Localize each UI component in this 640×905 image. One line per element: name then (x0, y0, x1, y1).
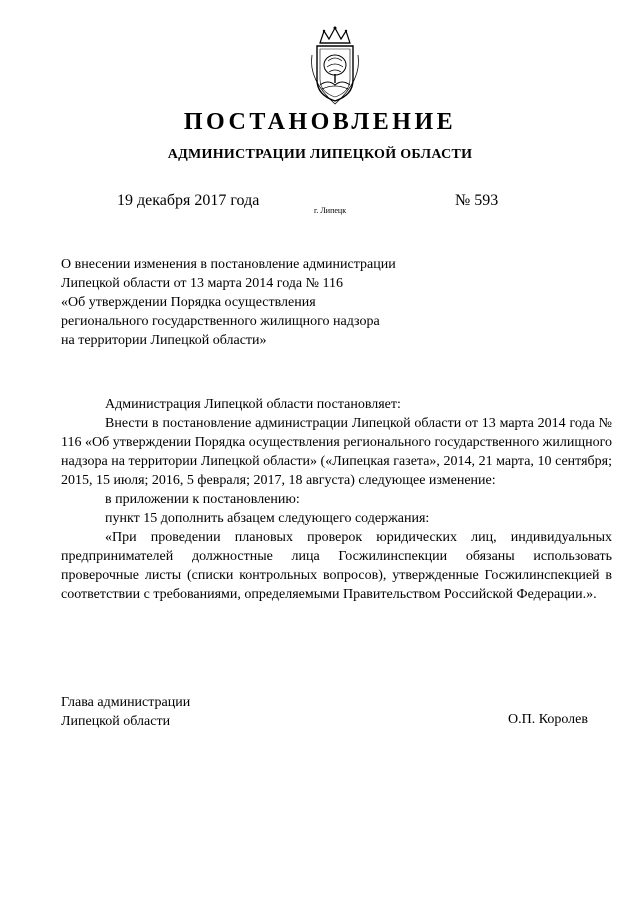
signatory-name: О.П. Королев (508, 712, 588, 727)
subject-line: «Об утверждении Порядка осуществления (61, 295, 316, 310)
body-paragraph: «При проведении плановых проверок юридических лиц, индивидуальных предпринимателей должностные лица Госжилинспекции обязаны использовать проверочные листы (списки контрольных вопросов), утвержденные Госжилинспекцией в соответствии с требованиями, определяемыми Правительством Российской Федерации.». (61, 530, 612, 602)
body-paragraph: пункт 15 дополнить абзацем следующего содержания: (105, 511, 430, 526)
document-city: г. Липецк (314, 206, 347, 215)
issuer-subtitle: АДМИНИСТРАЦИИ ЛИПЕЦКОЙ ОБЛАСТИ (167, 147, 473, 162)
signature-position-line: Глава администрации (61, 695, 191, 710)
document-title: ПОСТАНОВЛЕНИЕ (183, 109, 457, 135)
coat-of-arms-icon (300, 25, 370, 105)
document-subject (61, 255, 441, 350)
subject-line: Липецкой области от 13 марта 2014 года № 116 (61, 276, 343, 291)
document-number: № 593 (455, 192, 499, 209)
subject-line: О внесении изменения в постановление администрации (61, 257, 396, 272)
signature-position-line: Липецкой области (61, 714, 171, 729)
subject-line: регионального государственного жилищного надзора (61, 314, 380, 329)
signature-position (61, 693, 190, 731)
document-body (61, 395, 612, 604)
body-paragraph: Администрация Липецкой области постановляет: (105, 397, 401, 412)
body-paragraph: Внести в постановление администрации Липецкой области от 13 марта 2014 года № 116 «Об утверждении Порядка осуществления регионального государственного жилищного надзора на территории Липецкой области» («Липецкая газета», 2014, 21 марта, 10 сентября; 2015, 15 июля; 2016, 5 февраля; 2017, 18 августа) следующее изменение: (61, 416, 612, 488)
body-paragraph: в приложении к постановлению: (105, 492, 300, 507)
subject-line: на территории Липецкой области» (61, 333, 267, 348)
document-date: 19 декабря 2017 года (117, 192, 260, 209)
